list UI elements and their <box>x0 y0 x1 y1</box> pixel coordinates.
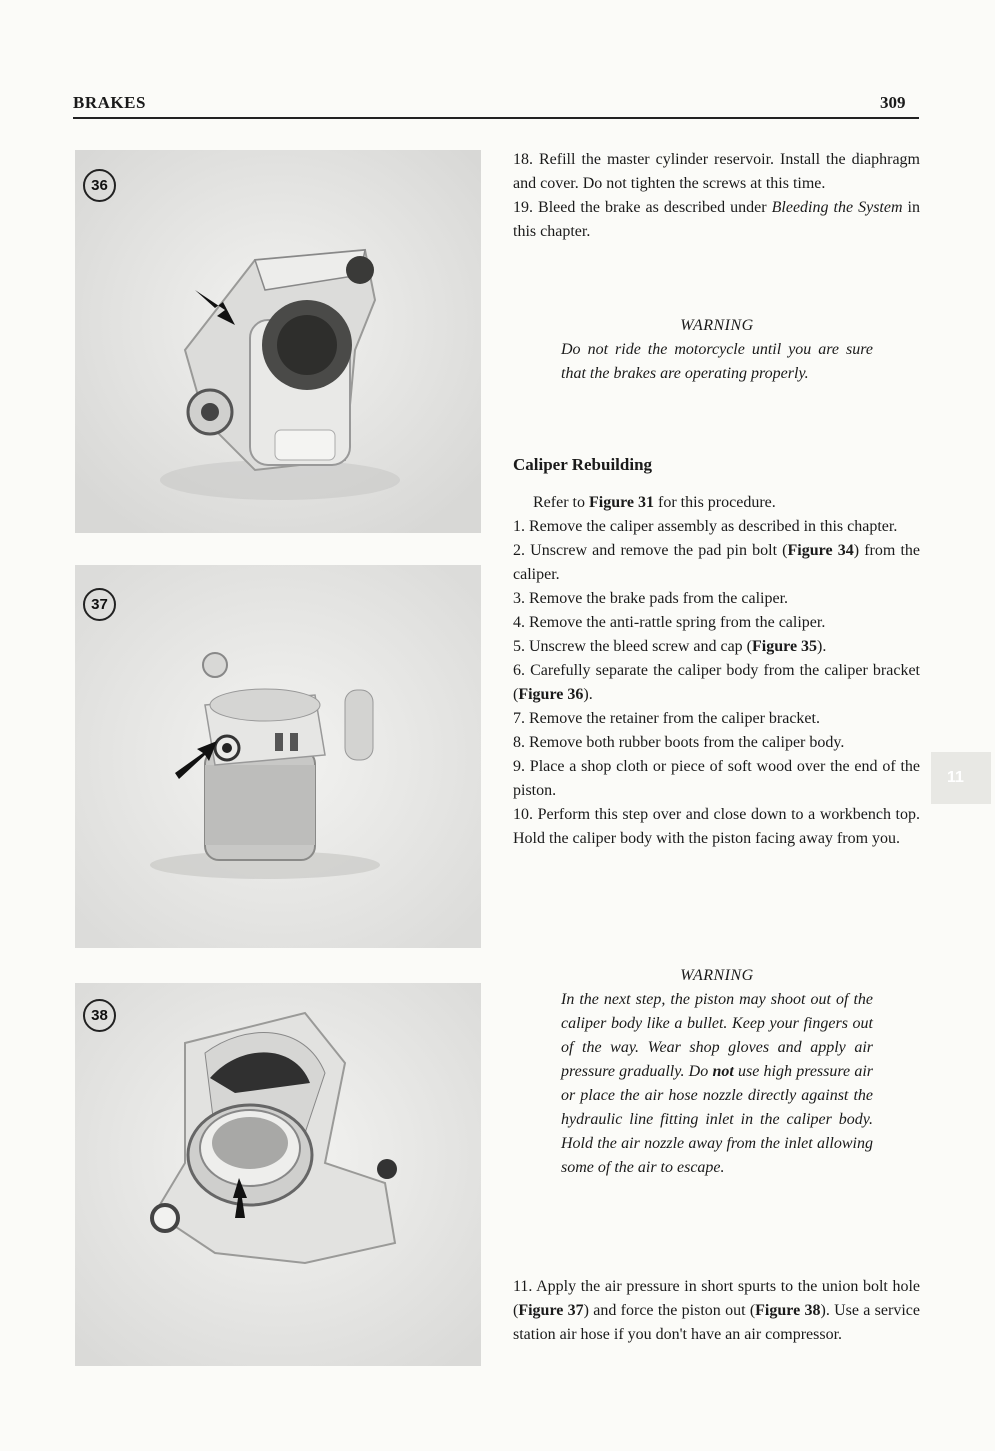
figure-38-label: 38 <box>83 999 116 1032</box>
chapter-thumb-tab: 11 <box>931 752 991 804</box>
warning-2 <box>561 964 873 1180</box>
step-11: 11. Apply the air pressure in short spurts to the union bolt hole (Figure 37) and force the piston out (Figure 38). Use a service station air hose if you don't have an air compressor. <box>513 1278 920 1343</box>
section-heading-caliper-rebuilding: Caliper Rebuilding <box>513 455 653 474</box>
warning-1 <box>561 314 873 386</box>
rebuild-steps <box>513 491 920 851</box>
warning-2-body: In the next step, the piston may shoot out of the caliper body like a bullet. Keep your fingers out of the way. Wear shop gloves and apply air pressure gradually. Do not use high pressure air or place the air hose nozzle directly against the hydraulic line fitting inlet in the caliper body. Hold the air nozzle away from the inlet allowing some of the air to escape. <box>561 991 874 1176</box>
step-5: 5. Unscrew the bleed screw and cap (Figure 35). <box>513 638 827 655</box>
header-divider <box>73 117 919 119</box>
step-9: 9. Place a shop cloth or piece of soft wood over the end of the piston. <box>513 758 920 799</box>
bleeding-system-ref: Bleeding the System <box>771 199 903 216</box>
running-header-title: BRAKES <box>73 93 146 112</box>
step-10: 10. Perform this step over and close down to a workbench top. Hold the caliper body with the piston facing away from you. <box>513 806 920 847</box>
step-2: 2. Unscrew and remove the pad pin bolt (Figure 34) from the caliper. <box>513 542 920 583</box>
figure-37-label: 37 <box>83 588 116 621</box>
step-18: 18. Refill the master cylinder reservoir. Install the diaphragm and cover. Do not tighten the screws at this time. <box>513 151 920 192</box>
warning-1-title: WARNING <box>680 317 754 334</box>
step-11-block <box>513 1275 920 1347</box>
step-8: 8. Remove both rubber boots from the caliper body. <box>513 734 845 751</box>
figure-36-label: 36 <box>83 169 116 202</box>
figure-36-photo <box>75 150 481 533</box>
warning-2-title: WARNING <box>680 967 754 984</box>
intro: Refer to Figure 31 for this procedure. <box>533 494 776 511</box>
page-number: 309 <box>880 93 906 112</box>
figure-37-photo <box>75 565 481 948</box>
step-7: 7. Remove the retainer from the caliper bracket. <box>513 710 820 727</box>
warning-1-body: Do not ride the motorcycle until you are sure that the brakes are operating properly. <box>561 341 873 382</box>
step-4: 4. Remove the anti-rattle spring from the caliper. <box>513 614 826 631</box>
step-3: 3. Remove the brake pads from the caliper. <box>513 590 789 607</box>
step-1: 1. Remove the caliper assembly as described in this chapter. <box>513 518 898 535</box>
step-19: 19. Bleed the brake as described under Bleeding the System in this chapter. <box>513 199 920 240</box>
steps-18-19 <box>513 148 920 244</box>
figure-38-photo <box>75 983 481 1366</box>
step-6: 6. Carefully separate the caliper body from the caliper bracket (Figure 36). <box>513 662 920 703</box>
